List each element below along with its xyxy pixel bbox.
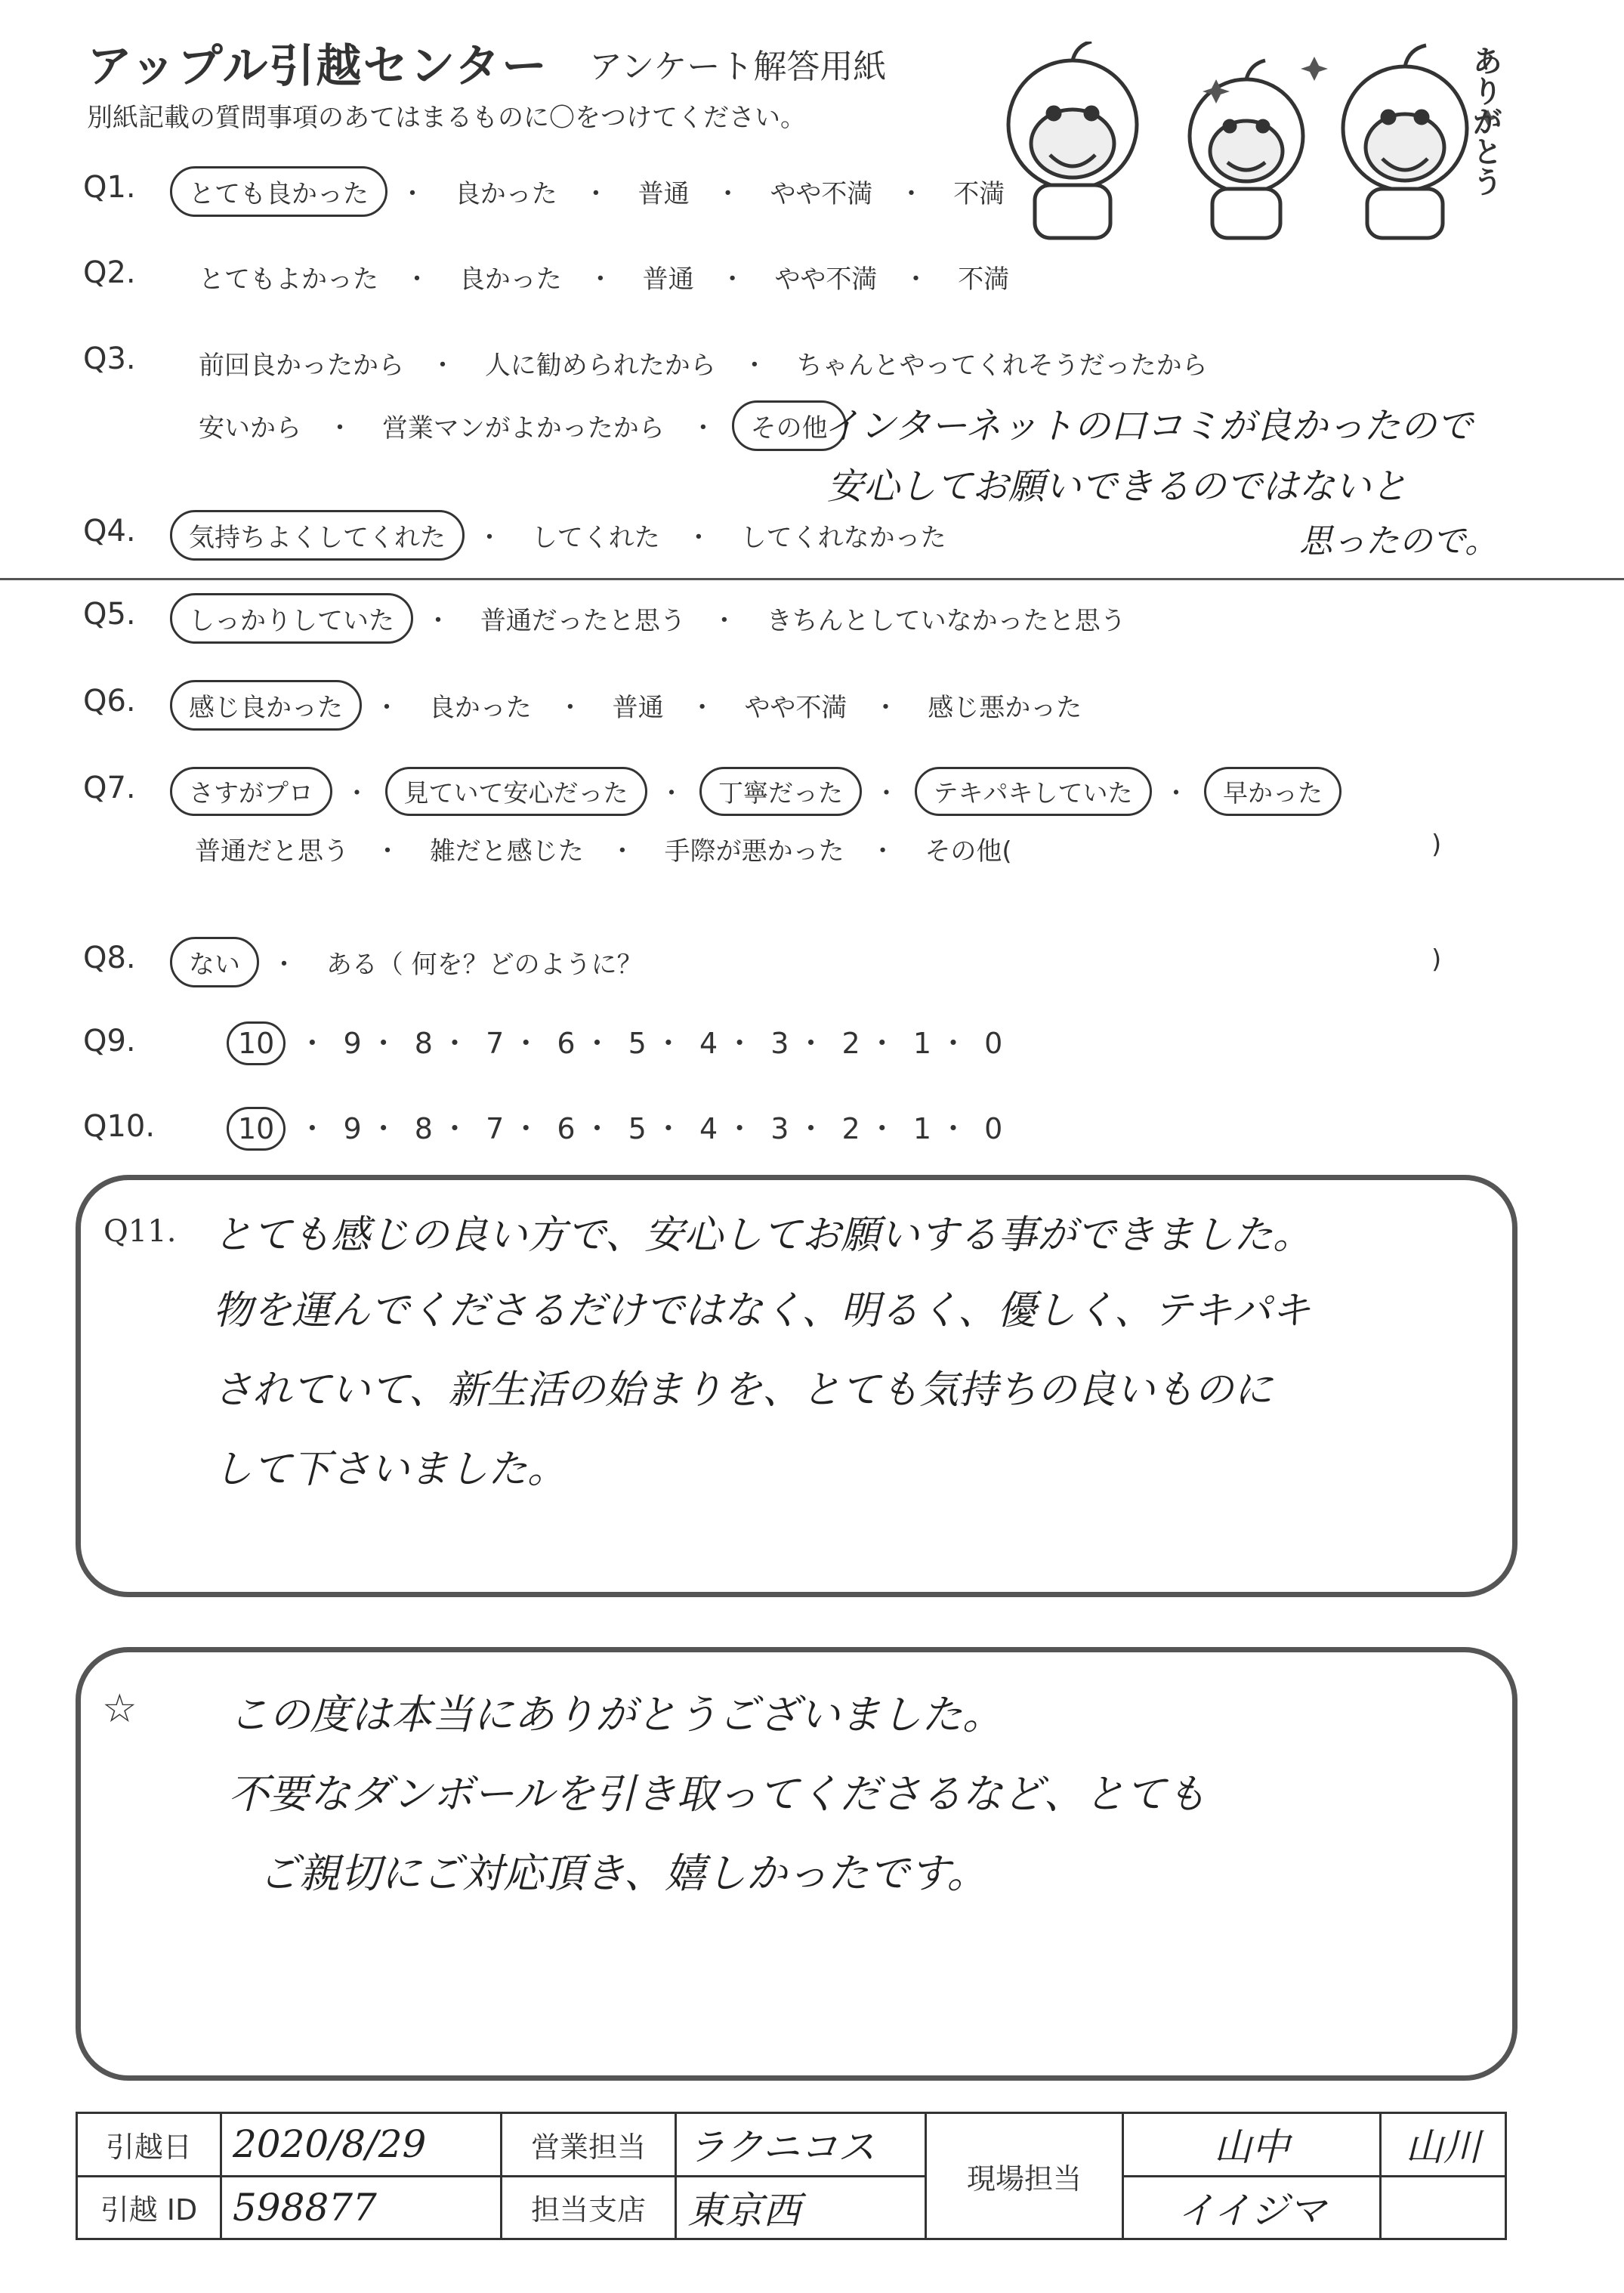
form-title: アップル引越センター: [87, 40, 548, 93]
q7-label: Q7.: [83, 771, 136, 805]
site-staff-label: 現場担当: [926, 2113, 1123, 2239]
q3-options-line1: 前回良かったから ・ 人に勧められたから ・ ちゃんとやってくれそうだったから: [185, 341, 1226, 385]
q10-score[interactable]: 1: [912, 1112, 932, 1145]
q10-scale: 10 ・ 9 ・ 8 ・ 7 ・ 6 ・ 5 ・ 4 ・ 3 ・ 2 ・ 1 ・ 0: [227, 1105, 1002, 1151]
q9-score[interactable]: 0: [984, 1027, 1003, 1060]
star-handwritten-line1: この度は本当にありがとうございました。: [228, 1691, 1003, 1738]
q3-options-line2: 安いから ・ 営業マンがよかったから ・ その他: [185, 400, 851, 451]
q4-option-selected[interactable]: 気持ちよくしてくれた: [170, 510, 465, 561]
additional-comment-box[interactable]: [76, 1647, 1517, 2081]
move-date-label: 引越日: [77, 2113, 221, 2177]
q11-comment-box[interactable]: [76, 1175, 1517, 1597]
q10-label: Q10.: [83, 1109, 156, 1144]
q9-score-selected[interactable]: 10: [227, 1021, 286, 1065]
q7-option[interactable]: 雑だと感じた: [429, 836, 584, 867]
star-handwritten-line3: ご親切にご対応頂き、嬉しかったです。: [258, 1850, 988, 1897]
q6-option[interactable]: 普通: [612, 693, 664, 723]
q3-other-handwritten-line1: インターネットの口コミが良かったので: [823, 405, 1473, 447]
q11-label: Q11.: [103, 1214, 177, 1249]
site-staff-empty-cell[interactable]: [1381, 2176, 1506, 2239]
site-staff-value-3[interactable]: イイジマ: [1123, 2176, 1381, 2239]
q8-option[interactable]: ある（ 何を？どのように？: [326, 950, 643, 980]
q5-label: Q5.: [83, 597, 136, 632]
q11-handwritten-line4: して下さいました。: [213, 1447, 567, 1492]
divider-line: [0, 578, 1624, 580]
q6-option-selected[interactable]: 感じ良かった: [170, 680, 362, 731]
q11-handwritten-line1: とても感じの良い方で、安心してお願いする事ができました。: [213, 1213, 1312, 1258]
q7-option-selected[interactable]: さすがプロ: [170, 767, 332, 816]
q1-option[interactable]: 良かった: [454, 179, 557, 209]
move-date-value[interactable]: 2020/8/29: [221, 2113, 502, 2177]
q2-option[interactable]: 普通: [642, 264, 694, 295]
q3-other-handwritten-line2: 安心してお願いできるのではないと: [827, 465, 1408, 508]
q4-option[interactable]: してくれなかった: [740, 523, 946, 553]
q8-options: ない ・ ある（ 何を？どのように？: [170, 937, 661, 987]
site-staff-value-2[interactable]: 山川: [1381, 2113, 1506, 2177]
q3-option[interactable]: 営業マンがよかったから: [381, 413, 665, 443]
q7-option-selected[interactable]: 早かった: [1204, 767, 1341, 816]
q1-options: とても良かった ・ 良かった ・ 普通 ・ やや不満 ・ 不満: [170, 166, 1023, 217]
q9-label: Q9.: [83, 1024, 136, 1058]
q10-score[interactable]: 2: [841, 1112, 860, 1145]
star-handwritten-line2: 不要なダンボールを引き取ってくださるなど、とても: [228, 1770, 1207, 1818]
q11-handwritten-line2: 物を運んでくださるだけではなく、明るく、優しく、テキパキ: [213, 1288, 1311, 1333]
q2-option[interactable]: 良かった: [458, 264, 562, 295]
q3-label: Q3.: [83, 341, 136, 376]
star-icon: ☆: [102, 1686, 137, 1732]
q2-label: Q2.: [83, 255, 136, 290]
q3-option-selected[interactable]: その他: [732, 400, 847, 451]
q10-score[interactable]: 0: [984, 1112, 1003, 1145]
q1-option-selected[interactable]: とても良かった: [170, 166, 387, 217]
q4-option[interactable]: してくれた: [531, 523, 660, 553]
q10-score[interactable]: 8: [414, 1112, 433, 1145]
q5-option-selected[interactable]: しっかりしていた: [170, 593, 413, 644]
move-info-table: [76, 2112, 1507, 2240]
q10-score-selected[interactable]: 10: [227, 1107, 286, 1151]
q5-option[interactable]: 普通だったと思う: [480, 606, 686, 636]
mascot-illustration: [990, 42, 1533, 246]
q7-option[interactable]: 普通だと思う: [195, 836, 349, 867]
q9-score[interactable]: 8: [414, 1027, 433, 1060]
site-staff-value-1[interactable]: 山中: [1123, 2113, 1381, 2177]
q7-option-selected[interactable]: 丁寧だった: [699, 767, 862, 816]
q6-option[interactable]: やや不満: [744, 693, 848, 723]
q2-options: とてもよかった ・ 良かった ・ 普通 ・ やや不満 ・ 不満: [185, 255, 1027, 298]
q6-label: Q6.: [83, 684, 136, 718]
sales-rep-value[interactable]: ラクニコス: [676, 2113, 926, 2177]
branch-value[interactable]: 東京西: [676, 2176, 926, 2239]
q7-option-selected[interactable]: テキパキしていた: [915, 767, 1152, 816]
q2-option[interactable]: やや不満: [774, 264, 878, 295]
mascot-right-icon: [1343, 45, 1467, 238]
q3-option[interactable]: 前回良かったから: [199, 351, 404, 381]
q6-option[interactable]: 良かった: [428, 693, 532, 723]
q10-score[interactable]: 6: [557, 1112, 576, 1145]
q8-option-selected[interactable]: ない: [170, 937, 259, 987]
mascot-center-icon: [1190, 60, 1303, 238]
q7-options-line2: 普通だと思う ・ 雑だと感じた ・ 手際が悪かった ・ その他(: [181, 827, 1030, 870]
q9-score[interactable]: 4: [699, 1027, 718, 1060]
q3-option[interactable]: 人に勧められたから: [484, 351, 716, 381]
q9-scale: 10 ・ 9 ・ 8 ・ 7 ・ 6 ・ 5 ・ 4 ・ 3 ・ 2 ・ 1 ・ 0: [227, 1020, 1002, 1065]
q11-handwritten-line3: されていて、新生活の始まりを、とても気持ちの良いものに: [213, 1367, 1273, 1413]
move-id-label: 引越 ID: [77, 2176, 221, 2239]
q6-option[interactable]: 感じ悪かった: [928, 693, 1082, 723]
q4-options: 気持ちよくしてくれた ・ してくれた ・ してくれなかった: [170, 510, 965, 561]
q1-option[interactable]: やや不満: [770, 179, 873, 209]
q3-option[interactable]: ちゃんとやってくれそうだったから: [796, 351, 1208, 381]
q9-score[interactable]: 3: [770, 1027, 789, 1060]
q4-label: Q4.: [83, 514, 136, 549]
q5-options: しっかりしていた ・ 普通だったと思う ・ きちんとしていなかったと思う: [170, 593, 1144, 644]
q9-score[interactable]: 6: [557, 1027, 576, 1060]
q5-option[interactable]: きちんとしていなかったと思う: [766, 606, 1126, 636]
q7-options-line1: さすがプロ ・ 見ていて安心だった ・ 丁寧だった ・ テキパキしていた ・ 早かった: [170, 767, 1346, 816]
q3-option[interactable]: 安いから: [199, 413, 301, 443]
q1-label: Q1.: [83, 170, 136, 205]
q1-option[interactable]: 普通: [638, 179, 690, 209]
q7-option-selected[interactable]: 見ていて安心だった: [385, 767, 647, 816]
move-id-value[interactable]: 598877: [221, 2176, 502, 2239]
mascot-left-icon: [1008, 42, 1137, 238]
q10-score[interactable]: 4: [699, 1112, 718, 1145]
q10-score[interactable]: 5: [628, 1112, 647, 1145]
form-subtitle: アンケート解答用紙: [589, 48, 887, 86]
q9-score[interactable]: 7: [486, 1027, 505, 1060]
q10-score[interactable]: 7: [486, 1112, 505, 1145]
q2-option[interactable]: 不満: [958, 264, 1010, 295]
q3-other-handwritten-line3: 思ったので。: [1299, 522, 1499, 561]
q7-option[interactable]: 手際が悪かった: [664, 836, 844, 867]
q9-score[interactable]: 2: [841, 1027, 860, 1060]
q9-score[interactable]: 5: [628, 1027, 647, 1060]
q10-score[interactable]: 9: [343, 1112, 362, 1145]
sales-rep-label: 営業担当: [502, 2113, 676, 2177]
q7-option[interactable]: その他(: [925, 836, 1012, 867]
q7-close-paren: ): [1431, 830, 1442, 860]
thanks-vertical-text: ありがとう: [1468, 45, 1502, 196]
q10-score[interactable]: 3: [770, 1112, 789, 1145]
instruction-text: 別紙記載の質問事項のあてはまるものに〇をつけてください。: [87, 103, 806, 133]
q9-score[interactable]: 9: [343, 1027, 362, 1060]
q9-score[interactable]: 1: [912, 1027, 932, 1060]
q6-options: 感じ良かった ・ 良かった ・ 普通 ・ やや不満 ・ 感じ悪かった: [170, 680, 1100, 731]
q2-option[interactable]: とてもよかった: [199, 264, 378, 295]
q8-label: Q8.: [83, 941, 136, 975]
branch-label: 担当支店: [502, 2176, 676, 2239]
q8-close-paren: ): [1431, 944, 1442, 975]
q1-option[interactable]: 不満: [953, 179, 1005, 209]
